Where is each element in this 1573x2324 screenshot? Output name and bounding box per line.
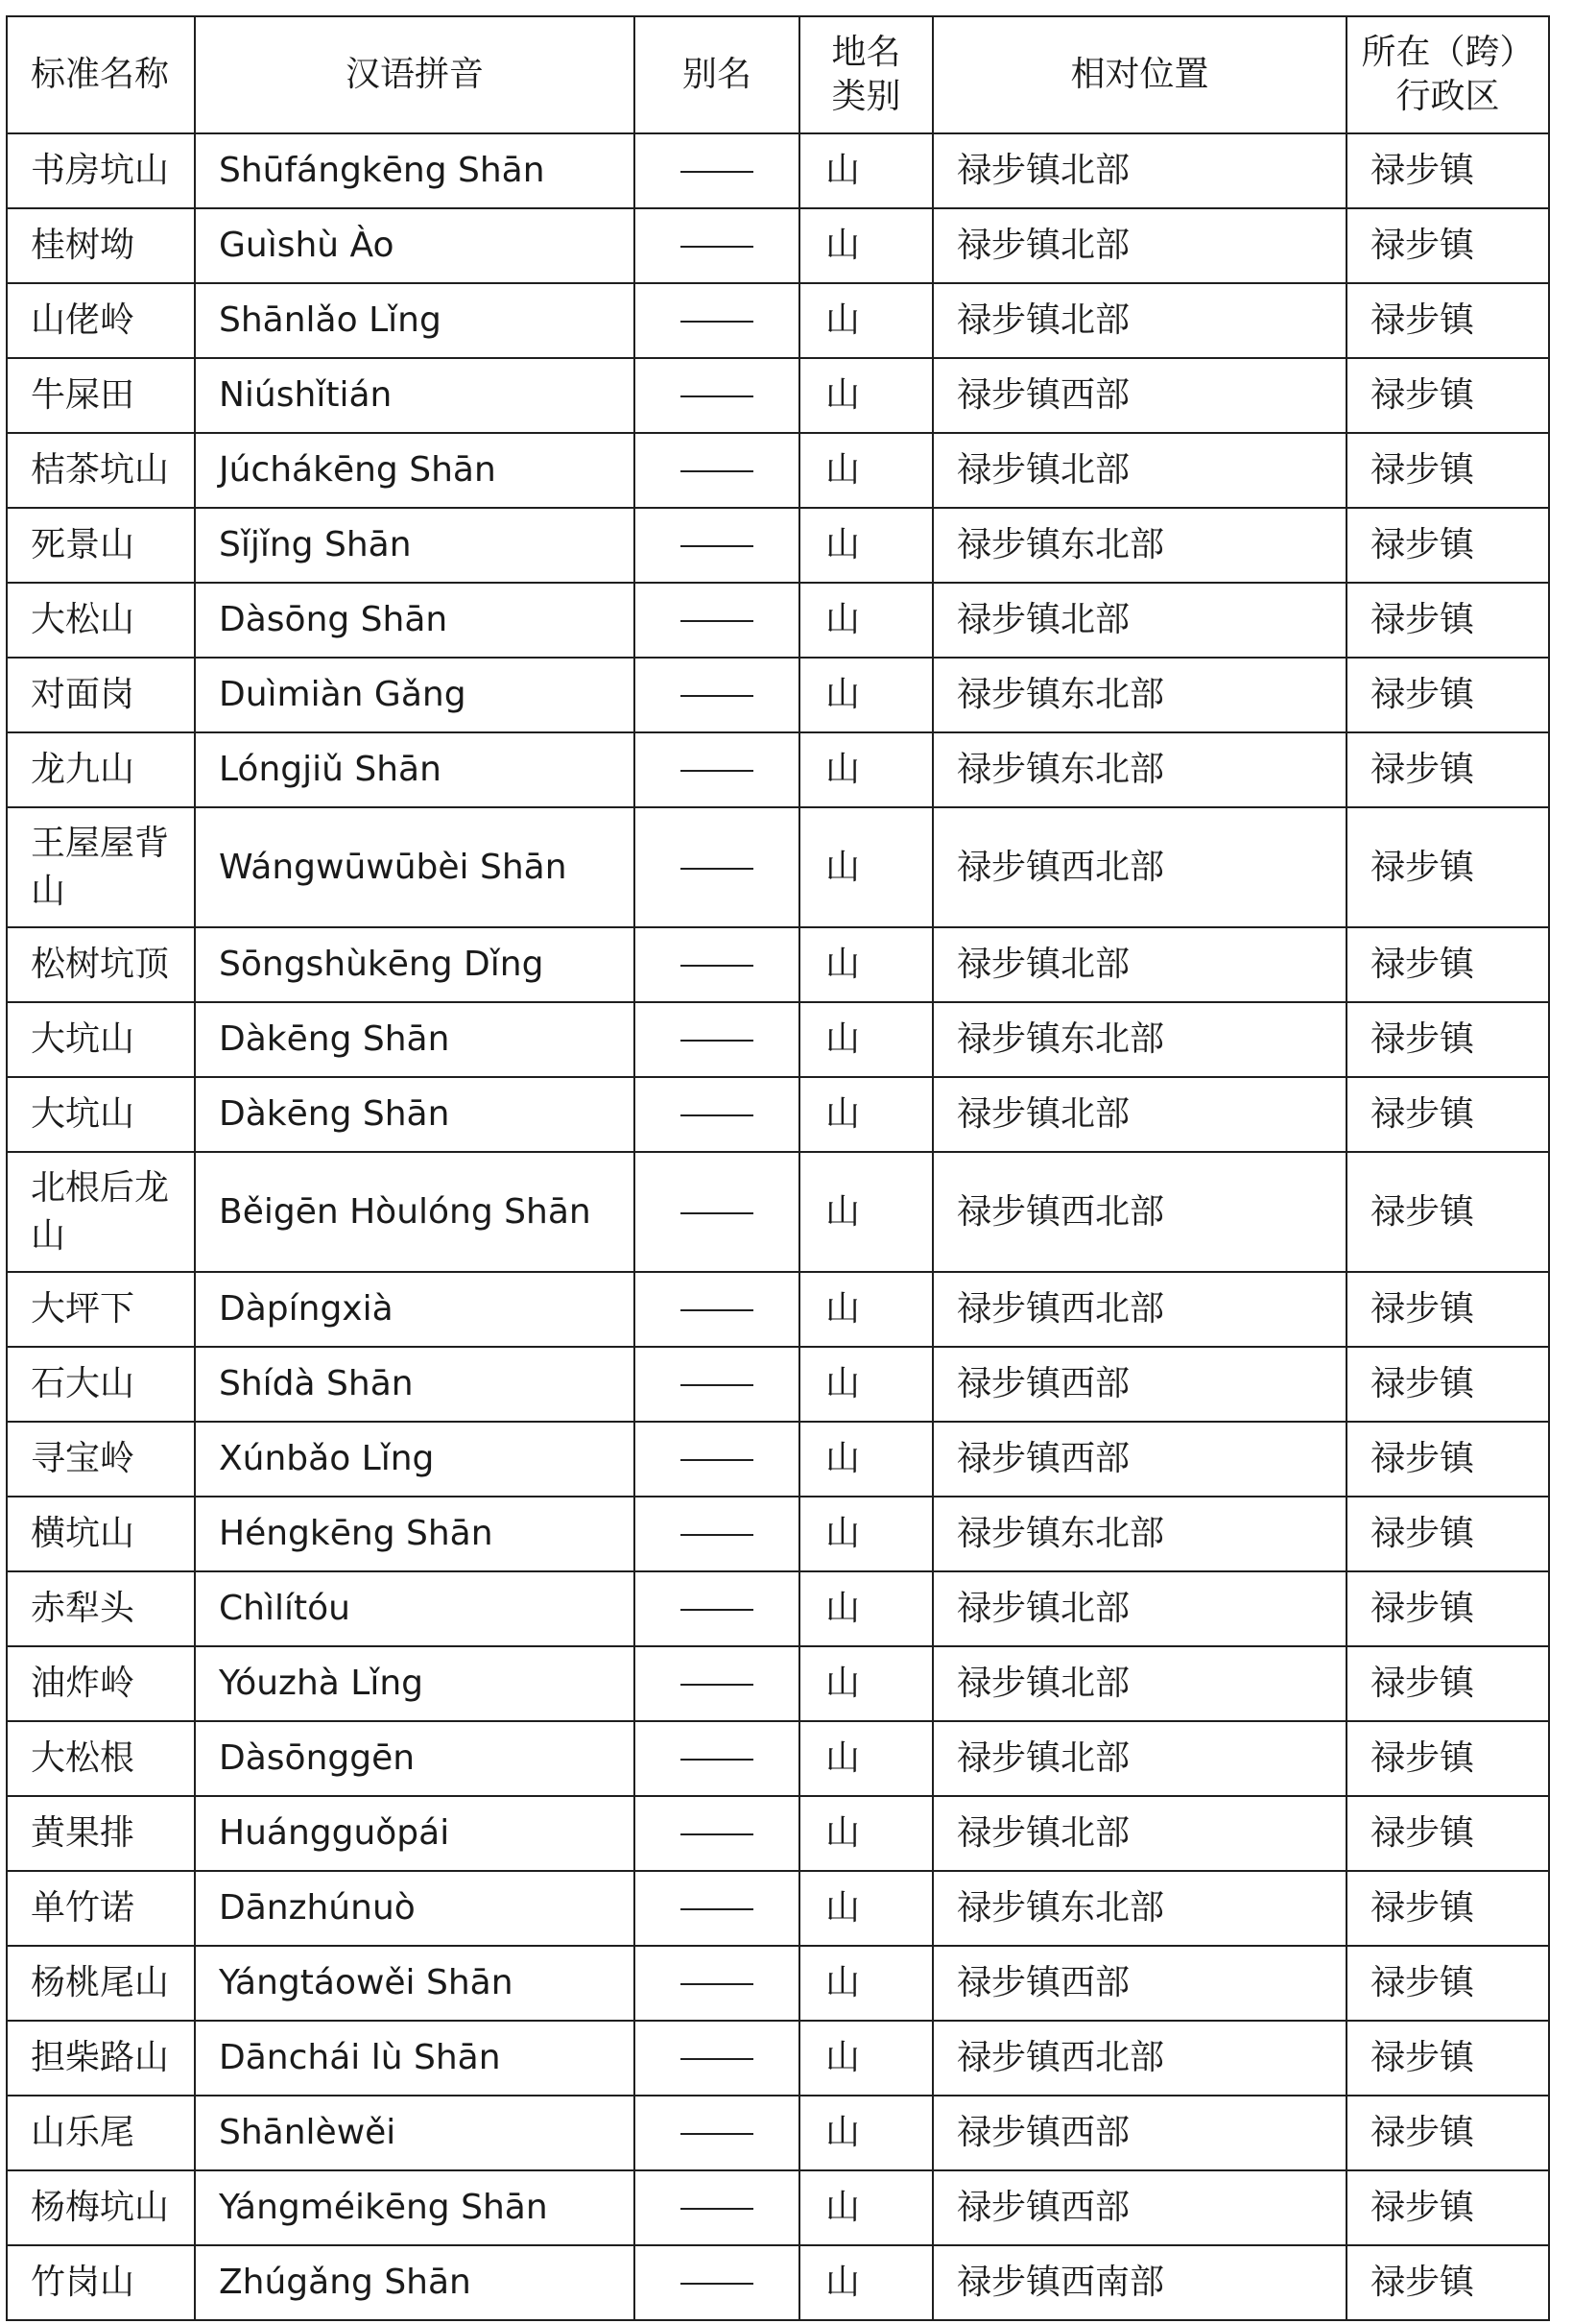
alias-empty-dash [680,2283,753,2285]
table-row [7,1002,1549,1077]
table-row [7,433,1549,508]
cell-category: 山 [799,508,933,583]
table-row [7,2021,1549,2096]
cell-pinyin: Shídà Shān [195,1347,634,1422]
cell-relative-position: 禄步镇西部 [933,1422,1347,1497]
cell-alias [634,807,799,927]
cell-relative-position: 禄步镇西部 [933,2170,1347,2245]
table-row [7,583,1549,658]
cell-pinyin: Wángwūwūbèi Shān [195,807,634,927]
cell-alias [634,283,799,358]
cell-category: 山 [799,2245,933,2320]
cell-relative-position: 禄步镇北部 [933,1721,1347,1796]
alias-empty-dash [680,1908,753,1910]
cell-relative-position: 禄步镇东北部 [933,1871,1347,1946]
header-relative-position: 相对位置 [933,16,1347,133]
alias-empty-dash [680,1459,753,1461]
alias-empty-dash [680,2208,753,2210]
cell-standard-name: 杨桃尾山 [7,1946,195,2021]
cell-district: 禄步镇 [1347,208,1549,283]
alias-empty-dash [680,1833,753,1835]
cell-pinyin: Dàkēng Shān [195,1077,634,1152]
cell-category: 山 [799,1721,933,1796]
cell-standard-name: 寻宝岭 [7,1422,195,1497]
cell-alias [634,358,799,433]
cell-relative-position: 禄步镇北部 [933,927,1347,1002]
cell-relative-position: 禄步镇北部 [933,1571,1347,1646]
table-row [7,358,1549,433]
header-district-line2: 行政区 [1395,77,1500,116]
cell-category: 山 [799,1946,933,2021]
cell-category: 山 [799,283,933,358]
cell-district: 禄步镇 [1347,1422,1549,1497]
cell-standard-name: 对面岗 [7,658,195,732]
alias-empty-dash [680,2058,753,2060]
cell-pinyin: Júchákēng Shān [195,433,634,508]
cell-relative-position: 禄步镇东北部 [933,658,1347,732]
cell-pinyin: Xúnbǎo Lǐng [195,1422,634,1497]
table-row [7,1347,1549,1422]
cell-category: 山 [799,1571,933,1646]
alias-empty-dash [680,1212,753,1214]
cell-district: 禄步镇 [1347,1002,1549,1077]
cell-category: 山 [799,1497,933,1571]
cell-district: 禄步镇 [1347,1571,1549,1646]
table-row [7,133,1549,208]
cell-relative-position: 禄步镇西北部 [933,1272,1347,1347]
alias-empty-dash [680,1040,753,1042]
cell-pinyin: Guìshù Ào [195,208,634,283]
cell-alias [634,1422,799,1497]
header-district [1347,16,1549,133]
cell-standard-name: 大松根 [7,1721,195,1796]
cell-pinyin: Duìmiàn Gǎng [195,658,634,732]
cell-district: 禄步镇 [1347,283,1549,358]
header-category-line2: 类别 [831,77,901,116]
cell-category: 山 [799,1796,933,1871]
cell-standard-name: 书房坑山 [7,133,195,208]
header-category-line1: 地名 [831,33,901,72]
cell-pinyin: Huángguǒpái [195,1796,634,1871]
cell-relative-position: 禄步镇西部 [933,358,1347,433]
table-row [7,732,1549,807]
alias-empty-dash [680,395,753,397]
cell-alias [634,1946,799,2021]
place-name-table-container [6,15,1548,2321]
cell-category: 山 [799,2170,933,2245]
alias-empty-dash [680,1684,753,1686]
table-row [7,283,1549,358]
cell-relative-position: 禄步镇东北部 [933,1497,1347,1571]
table-row [7,1946,1549,2021]
cell-category: 山 [799,2096,933,2170]
cell-pinyin: Chìlítóu [195,1571,634,1646]
cell-standard-name: 山乐尾 [7,2096,195,2170]
cell-district: 禄步镇 [1347,2021,1549,2096]
header-standard-name: 标准名称 [7,16,195,133]
cell-alias [634,1796,799,1871]
cell-standard-name: 大坪下 [7,1272,195,1347]
cell-district: 禄步镇 [1347,1272,1549,1347]
cell-standard-name: 石大山 [7,1347,195,1422]
table-row [7,2245,1549,2320]
cell-relative-position: 禄步镇北部 [933,208,1347,283]
cell-relative-position: 禄步镇东北部 [933,1002,1347,1077]
cell-standard-name: 松树坑顶 [7,927,195,1002]
cell-district: 禄步镇 [1347,358,1549,433]
table-header-row [7,16,1549,133]
cell-pinyin: Héngkēng Shān [195,1497,634,1571]
cell-district: 禄步镇 [1347,583,1549,658]
cell-pinyin: Niúshǐtián [195,358,634,433]
alias-empty-dash [680,868,753,870]
cell-pinyin: Lóngjiǔ Shān [195,732,634,807]
cell-category: 山 [799,2021,933,2096]
cell-district: 禄步镇 [1347,2096,1549,2170]
cell-relative-position: 禄步镇北部 [933,283,1347,358]
cell-pinyin: Sǐjǐng Shān [195,508,634,583]
cell-pinyin: Dānzhúnuò [195,1871,634,1946]
table-row [7,658,1549,732]
cell-district: 禄步镇 [1347,1497,1549,1571]
cell-relative-position: 禄步镇北部 [933,433,1347,508]
cell-district: 禄步镇 [1347,433,1549,508]
alias-empty-dash [680,171,753,173]
cell-category: 山 [799,1152,933,1272]
cell-district: 禄步镇 [1347,807,1549,927]
cell-pinyin: Shānlèwěi [195,2096,634,2170]
cell-pinyin: Dānchái lù Shān [195,2021,634,2096]
cell-district: 禄步镇 [1347,732,1549,807]
cell-relative-position: 禄步镇西北部 [933,1152,1347,1272]
cell-alias [634,433,799,508]
cell-district: 禄步镇 [1347,508,1549,583]
header-district-line1: 所在（跨） [1361,33,1535,72]
cell-pinyin: Dàkēng Shān [195,1002,634,1077]
cell-category: 山 [799,433,933,508]
cell-relative-position: 禄步镇东北部 [933,732,1347,807]
alias-empty-dash [680,470,753,472]
table-row [7,1272,1549,1347]
cell-category: 山 [799,583,933,658]
cell-district: 禄步镇 [1347,1347,1549,1422]
cell-standard-name: 赤犁头 [7,1571,195,1646]
cell-category: 山 [799,1002,933,1077]
cell-standard-name: 桔茶坑山 [7,433,195,508]
alias-empty-dash [680,321,753,323]
cell-alias [634,927,799,1002]
cell-category: 山 [799,807,933,927]
cell-pinyin: Dàsōnggēn [195,1721,634,1796]
cell-pinyin: Yángméikēng Shān [195,2170,634,2245]
header-pinyin: 汉语拼音 [195,16,634,133]
cell-alias [634,2021,799,2096]
cell-standard-name: 王屋屋背山 [7,807,195,927]
cell-district: 禄步镇 [1347,133,1549,208]
cell-alias [634,732,799,807]
cell-alias [634,2096,799,2170]
cell-category: 山 [799,1272,933,1347]
alias-empty-dash [680,1309,753,1311]
cell-standard-name: 大坑山 [7,1002,195,1077]
cell-pinyin: Yángtáowěi Shān [195,1946,634,2021]
cell-standard-name: 竹岗山 [7,2245,195,2320]
cell-district: 禄步镇 [1347,1721,1549,1796]
cell-alias [634,1497,799,1571]
cell-pinyin: Dàpíngxià [195,1272,634,1347]
cell-relative-position: 禄步镇西北部 [933,807,1347,927]
cell-standard-name: 油炸岭 [7,1646,195,1721]
table-row [7,1422,1549,1497]
alias-empty-dash [680,965,753,967]
table-row [7,2096,1549,2170]
cell-relative-position: 禄步镇西南部 [933,2245,1347,2320]
cell-category: 山 [799,133,933,208]
table-row [7,508,1549,583]
alias-empty-dash [680,2133,753,2135]
table-row [7,1077,1549,1152]
table-row [7,1571,1549,1646]
cell-standard-name: 横坑山 [7,1497,195,1571]
cell-standard-name: 山佬岭 [7,283,195,358]
place-name-table [6,15,1550,2321]
cell-district: 禄步镇 [1347,1077,1549,1152]
alias-empty-dash [680,1983,753,1985]
cell-alias [634,1002,799,1077]
cell-standard-name: 担柴路山 [7,2021,195,2096]
cell-pinyin: Běigēn Hòulóng Shān [195,1152,634,1272]
alias-empty-dash [680,1534,753,1536]
cell-district: 禄步镇 [1347,658,1549,732]
cell-alias [634,1152,799,1272]
cell-alias [634,1077,799,1152]
table-row [7,2170,1549,2245]
cell-district: 禄步镇 [1347,1871,1549,1946]
alias-empty-dash [680,246,753,248]
cell-district: 禄步镇 [1347,1796,1549,1871]
table-row [7,927,1549,1002]
alias-empty-dash [680,1114,753,1116]
cell-standard-name: 大坑山 [7,1077,195,1152]
cell-category: 山 [799,1077,933,1152]
cell-district: 禄步镇 [1347,927,1549,1002]
cell-alias [634,1571,799,1646]
cell-category: 山 [799,1422,933,1497]
cell-standard-name: 北根后龙山 [7,1152,195,1272]
cell-standard-name: 死景山 [7,508,195,583]
cell-category: 山 [799,1646,933,1721]
cell-standard-name: 牛屎田 [7,358,195,433]
table-body [7,133,1549,2320]
alias-empty-dash [680,695,753,697]
cell-alias [634,1721,799,1796]
cell-district: 禄步镇 [1347,2245,1549,2320]
cell-pinyin: Yóuzhà Lǐng [195,1646,634,1721]
cell-relative-position: 禄步镇东北部 [933,508,1347,583]
cell-category: 山 [799,208,933,283]
cell-relative-position: 禄步镇北部 [933,1077,1347,1152]
cell-alias [634,2170,799,2245]
alias-empty-dash [680,545,753,547]
cell-pinyin: Zhúgǎng Shān [195,2245,634,2320]
table-row [7,1152,1549,1272]
cell-standard-name: 黄果排 [7,1796,195,1871]
cell-relative-position: 禄步镇北部 [933,1646,1347,1721]
cell-alias [634,1272,799,1347]
cell-relative-position: 禄步镇西部 [933,1946,1347,2021]
table-row [7,208,1549,283]
table-row [7,807,1549,927]
table-row [7,1721,1549,1796]
header-alias: 别名 [634,16,799,133]
alias-empty-dash [680,1609,753,1611]
cell-category: 山 [799,732,933,807]
cell-pinyin: Shānlǎo Lǐng [195,283,634,358]
cell-district: 禄步镇 [1347,1152,1549,1272]
table-row [7,1796,1549,1871]
header-category [799,16,933,133]
alias-empty-dash [680,770,753,772]
cell-standard-name: 龙九山 [7,732,195,807]
cell-alias [634,508,799,583]
cell-category: 山 [799,1871,933,1946]
cell-relative-position: 禄步镇北部 [933,1796,1347,1871]
cell-category: 山 [799,658,933,732]
cell-standard-name: 大松山 [7,583,195,658]
table-row [7,1871,1549,1946]
cell-relative-position: 禄步镇北部 [933,133,1347,208]
cell-relative-position: 禄步镇北部 [933,583,1347,658]
cell-standard-name: 单竹诺 [7,1871,195,1946]
cell-alias [634,208,799,283]
cell-alias [634,2245,799,2320]
cell-standard-name: 桂树坳 [7,208,195,283]
alias-empty-dash [680,1384,753,1386]
cell-pinyin: Shūfángkēng Shān [195,133,634,208]
cell-relative-position: 禄步镇西部 [933,1347,1347,1422]
table-row [7,1646,1549,1721]
alias-empty-dash [680,620,753,622]
cell-relative-position: 禄步镇西部 [933,2096,1347,2170]
cell-pinyin: Sōngshùkēng Dǐng [195,927,634,1002]
cell-alias [634,1871,799,1946]
cell-alias [634,658,799,732]
cell-district: 禄步镇 [1347,1946,1549,2021]
cell-category: 山 [799,927,933,1002]
cell-district: 禄步镇 [1347,1646,1549,1721]
table-row [7,1497,1549,1571]
cell-district: 禄步镇 [1347,2170,1549,2245]
cell-alias [634,583,799,658]
cell-alias [634,133,799,208]
cell-alias [634,1646,799,1721]
cell-pinyin: Dàsōng Shān [195,583,634,658]
cell-category: 山 [799,1347,933,1422]
cell-alias [634,1347,799,1422]
cell-relative-position: 禄步镇西北部 [933,2021,1347,2096]
cell-category: 山 [799,358,933,433]
cell-standard-name: 杨梅坑山 [7,2170,195,2245]
alias-empty-dash [680,1759,753,1761]
